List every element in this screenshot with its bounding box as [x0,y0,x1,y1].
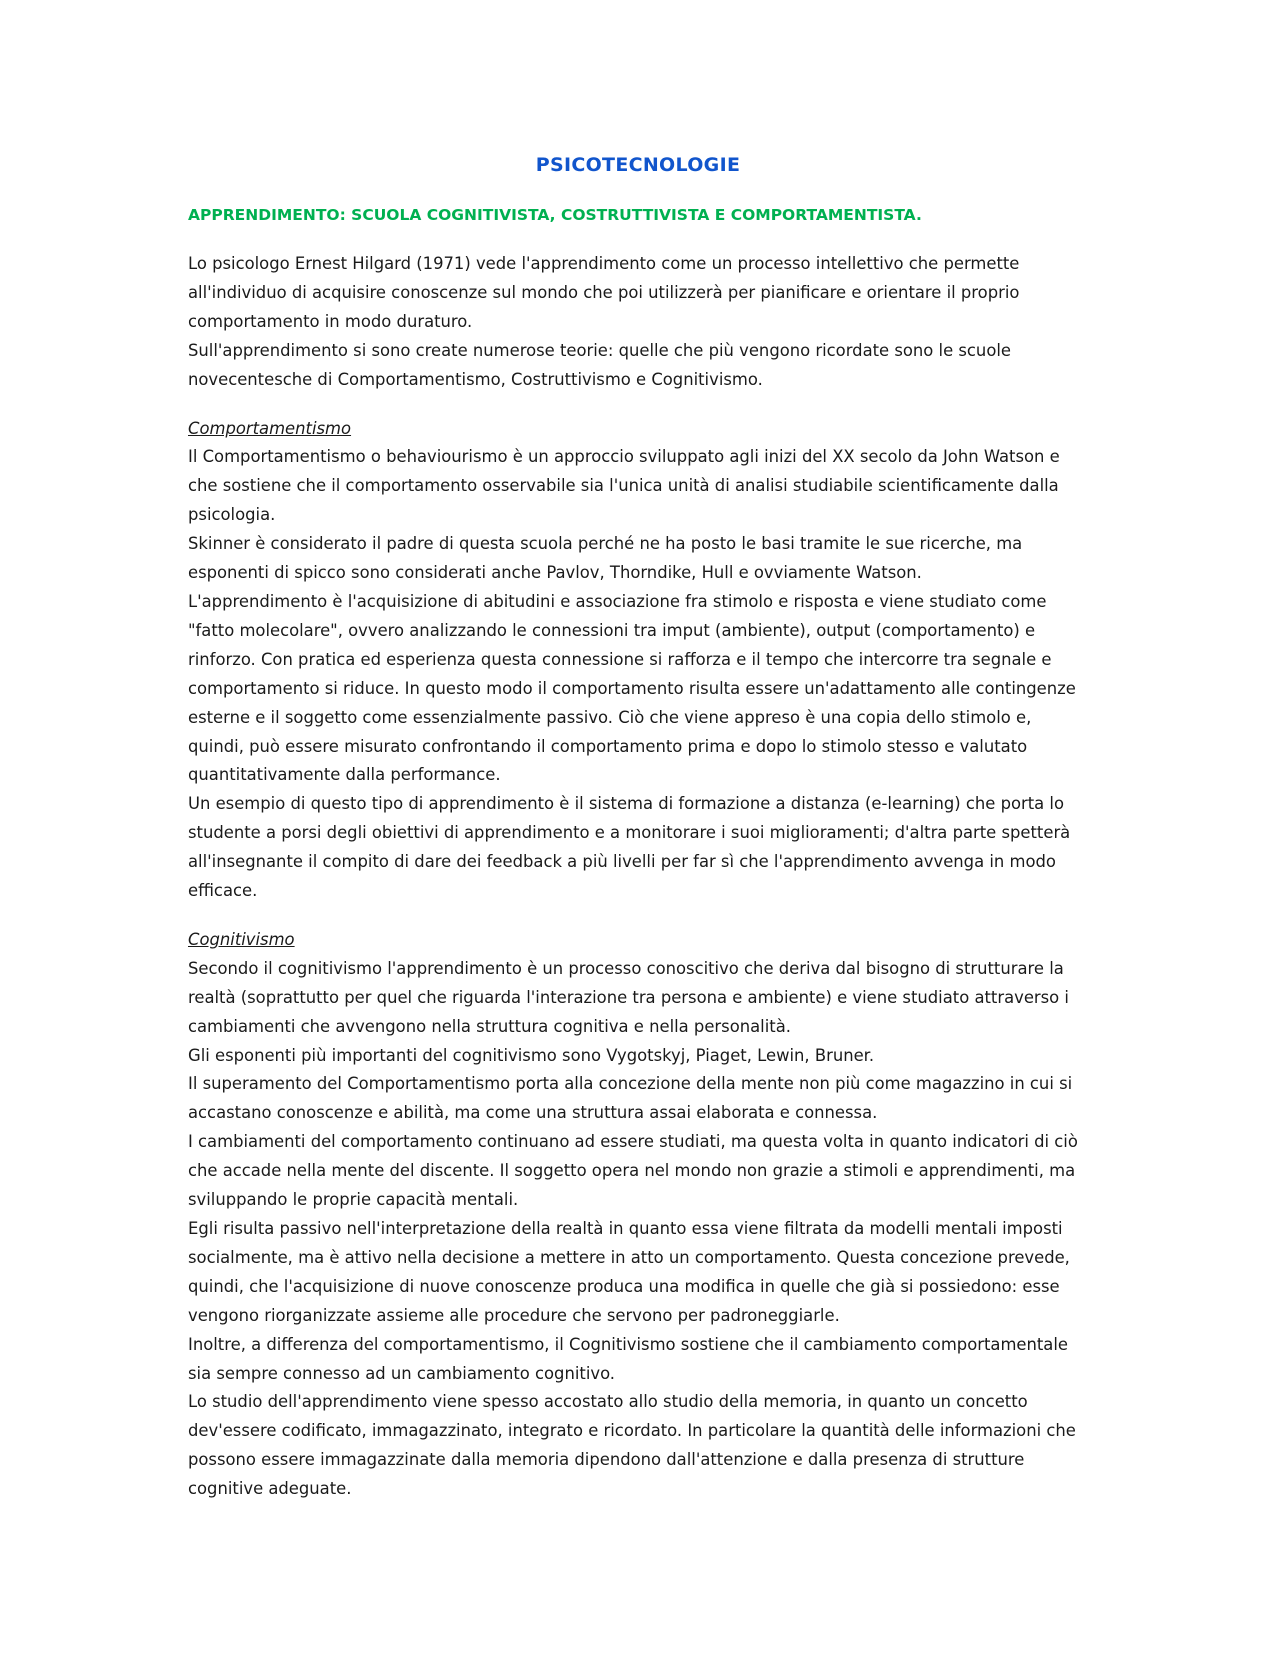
intro-paragraph: Lo psicologo Ernest Hilgard (1971) vede l'apprendimento come un processo intellettivo che permette all'individuo di acquisire conoscenze sul mondo che poi utilizzerà per pianificare e orientare il proprio comportamento in modo duraturo. [188,254,1020,331]
section-cognitivismo [188,926,1088,1504]
section-paragraph: Secondo il cognitivismo l'apprendimento è un processo conoscitivo che deriva dal bisogno di strutturare la realtà (soprattutto per quel che riguarda l'interazione tra persona e ambiente) e viene studiato attraverso i cambiamenti che avvengono nella struttura cognitiva e nella personalità. [188,958,1069,1036]
document-subtitle: APPRENDIMENTO: SCUOLA COGNITIVISTA, COSTRUTTIVISTA E COMPORTAMENTISTA. [188,206,922,224]
section-paragraph: Lo studio dell'apprendimento viene spesso accostato allo studio della memoria, in quanto un concetto dev'essere codificato, immagazzinato, integrato e ricordato. In particolare la quantità delle informazioni che possono essere immagazzinate dalla memoria dipendono dall'attenzione e dalla presenza di strutture cognitive adeguate. [188,1392,1076,1499]
section-paragraph: Egli risulta passivo nell'interpretazione della realtà in quanto essa viene filtrata da modelli mentali imposti socialmente, ma è attivo nella decisione a mettere in atto un comportamento. Questa concezione prevede, quindi, che l'acquisizione di nuove conoscenze produca una modifica in quelle che già si possiedono: esse vengono riorganizzate assieme alle procedure che servono per padroneggiarle. [188,1219,1070,1325]
section-paragraph: Un esempio di questo tipo di apprendimento è il sistema di formazione a distanza (e-learning) che porta lo studente a porsi degli obiettivi di apprendimento e a monitorare i suoi miglioramenti; d'altra parte spetterà all'insegnante il compito di dare dei feedback a più livelli per far sì che l'apprendimento avvenga in modo efficace. [188,794,1071,901]
section-heading: Cognitivismo [188,929,295,949]
document-title: PSICOTECNOLOGIE [535,154,741,176]
intro-block [188,250,1088,395]
section-paragraph: L'apprendimento è l'acquisizione di abitudini e associazione fra stimolo e risposta e viene studiato come "fatto molecolare", ovvero analizzando le connessioni tra imput (ambiente), output (comportamento) e rinforzo. Con pratica ed esperienza questa connessione si rafforza e il tempo che intercorre tra segnale e comportamento si riduce. In questo modo il comportamento risulta essere un'adattamento alle contingenze esterne e il soggetto come essenzialmente passivo. Ciò che viene appreso è una copia dello stimolo e, quindi, può essere misurato confrontando il comportamento prima e dopo lo stimolo stesso e valutato quantitativamente dalla performance. [188,591,1076,785]
intro-paragraph: Sull'apprendimento si sono create numerose teorie: quelle che più vengono ricordate sono le scuole novecentesche di Comportamentismo, Costruttivismo e Cognitivismo. [188,340,1011,389]
section-paragraph: Inoltre, a differenza del comportamentismo, il Cognitivismo sostiene che il cambiamento comportamentale sia sempre connesso ad un cambiamento cognitivo. [188,1334,1068,1383]
section-heading: Comportamentismo [188,418,352,438]
section-paragraph: I cambiamenti del comportamento continuano ad essere studiati, ma questa volta in quanto indicatori di ciò che accade nella mente del discente. Il soggetto opera nel mondo non grazie a stimoli e apprendimenti, ma sviluppando le proprie capacità mentali. [188,1132,1078,1210]
section-comportamentismo [188,415,1088,906]
section-paragraph: Gli esponenti più importanti del cognitivismo sono Vygotskyj, Piaget, Lewin, Bruner. [188,1045,875,1065]
document-body [188,150,1088,1504]
section-paragraph: Il superamento del Comportamentismo porta alla concezione della mente non più come magazzino in cui si accastano conoscenze e abilità, ma come una struttura assai elaborata e connessa. [188,1074,1073,1123]
section-paragraph: Skinner è considerato il padre di questa scuola perché ne ha posto le basi tramite le sue ricerche, ma esponenti di spicco sono considerati anche Pavlov, Thorndike, Hull e ovviamente Watson. [188,534,1023,583]
section-paragraph: Il Comportamentismo o behaviourismo è un approccio sviluppato agli inizi del XX secolo da John Watson e che sostiene che il comportamento osservabile sia l'unica unità di analisi studiabile scientificamente dalla psicologia. [188,447,1060,525]
